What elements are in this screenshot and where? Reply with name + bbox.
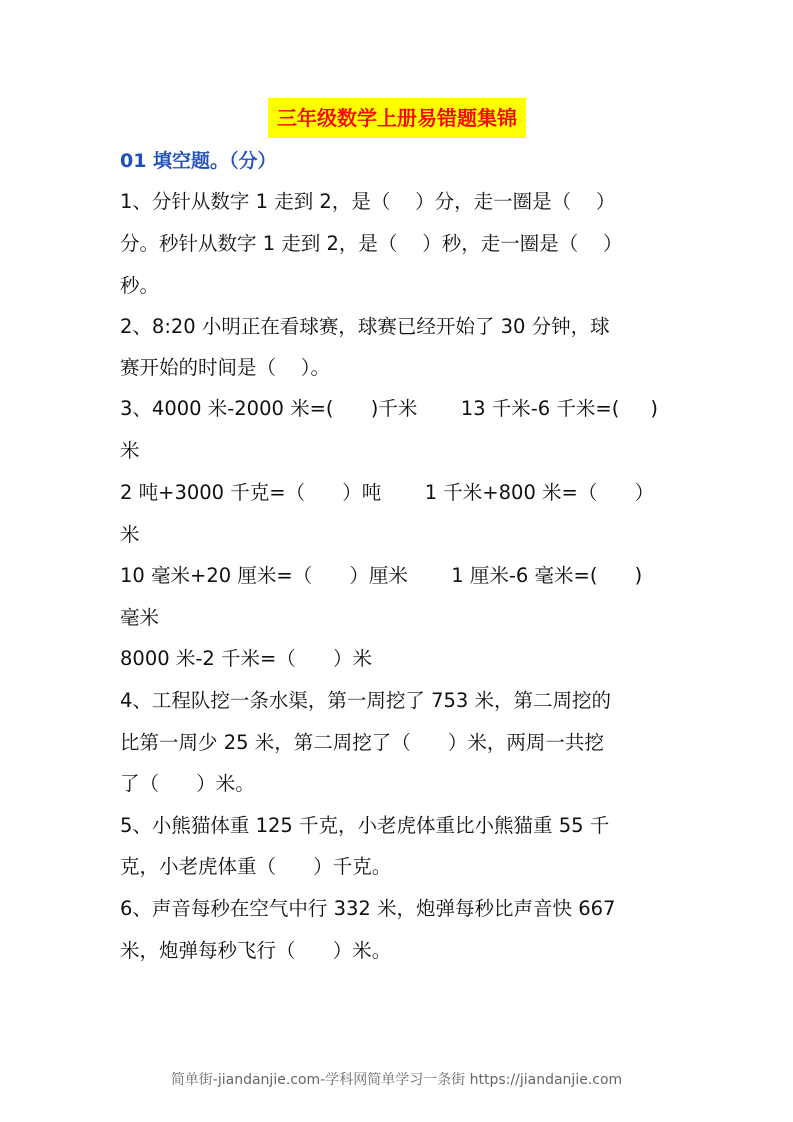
question-line: 赛开始的时间是（ ）。 xyxy=(120,356,331,379)
question-line: 8000 米-2 千米=（ ）米 xyxy=(120,647,372,670)
question-line: 6、声音每秒在空气中行 332 米，炮弹每秒比声音快 667 xyxy=(120,897,616,920)
question-line: 米 xyxy=(120,523,140,546)
question-line: 1、分针从数字 1 走到 2，是（ ）分，走一圈是（ ） xyxy=(120,190,616,213)
question-line: 了（ ）米。 xyxy=(120,772,255,795)
question-line: 10 毫米+20 厘米=（ ）厘米 1 厘米-6 毫米=( ) xyxy=(120,564,643,587)
question-line: 4、工程队挖一条水渠，第一周挖了 753 米，第二周挖的 xyxy=(120,689,612,712)
page-title: 三年级数学上册易错题集锦 xyxy=(268,98,526,138)
question-line: 克，小老虎体重（ ）千克。 xyxy=(120,855,392,878)
question-line: 2、8:20 小明正在看球赛，球赛已经开始了 30 分钟，球 xyxy=(120,315,610,338)
section-heading: 01 填空题。（分） xyxy=(120,150,277,172)
question-line: 5、小熊猫体重 125 千克，小老虎体重比小熊猫重 55 千 xyxy=(120,814,610,837)
footer-source: 简单街-jiandanjie.com-学科网简单学习一条街 https://jiandanjie.com xyxy=(170,1072,623,1088)
question-line: 秒。 xyxy=(120,274,160,297)
question-line: 毫米 xyxy=(120,606,160,629)
question-line: 3、4000 米-2000 米=( )千米 13 千米-6 千米=( ) xyxy=(120,397,658,420)
question-line: 比第一周少 25 米，第二周挖了（ ）米，两周一共挖 xyxy=(120,731,604,754)
question-line: 2 吨+3000 千克=（ ）吨 1 千米+800 米=（ ） xyxy=(120,481,655,504)
question-line: 米，炮弹每秒飞行（ ）米。 xyxy=(120,939,392,962)
question-line: 米 xyxy=(120,439,140,462)
question-line: 分。秒针从数字 1 走到 2，是（ ）秒，走一圈是（ ） xyxy=(120,232,623,255)
